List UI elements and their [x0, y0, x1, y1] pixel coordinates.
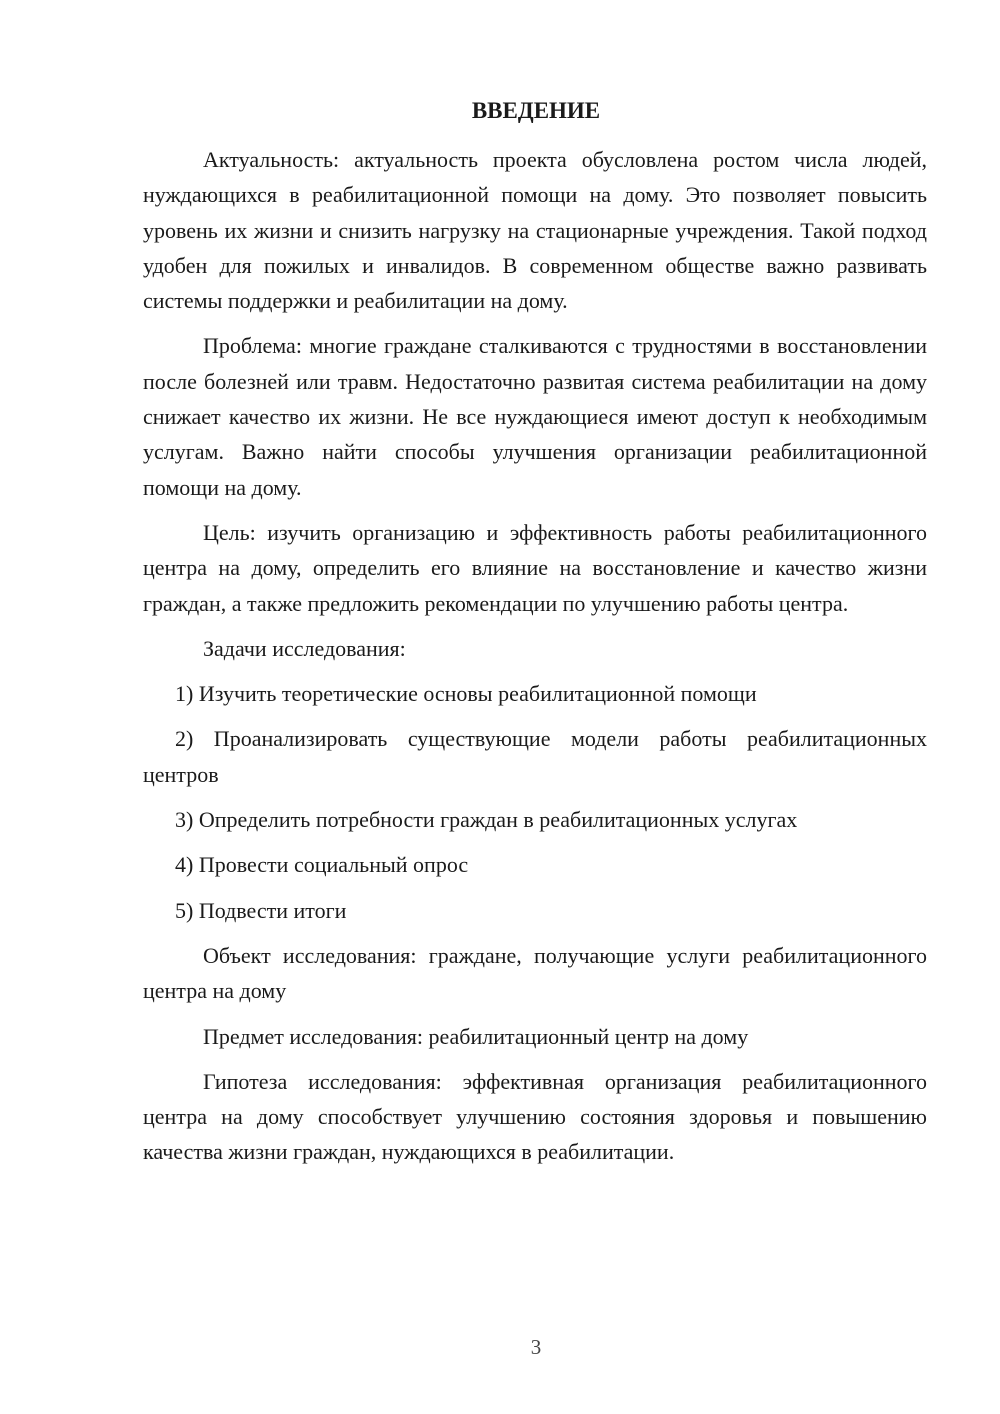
task-item-3: 3) Определить потребности граждан в реабилитационных услугах — [175, 807, 798, 833]
page-number: 3 — [530, 1335, 542, 1359]
hypothesis-paragraph: Гипотеза исследования: эффективная организация реабилитационного центра на дому способствует улучшению состояния здоровья и повышению качества жизни граждан, нуждающихся в реабилитации. — [143, 1068, 927, 1165]
subject-paragraph: Предмет исследования: реабилитационный центр на дому — [203, 1023, 749, 1049]
section-title: ВВЕДЕНИЕ — [471, 98, 601, 123]
task-item-2: 2) Проанализировать существующие модели работы реабилитационных центров — [143, 726, 927, 787]
object-paragraph: Объект исследования: граждане, получающие услуги реабилитационного центра на дому — [143, 942, 927, 1004]
problem-paragraph: Проблема: многие граждане сталкиваются с трудностями в восстановлении после болезней или травм. Недостаточно развитая система реабилитации на дому снижает качество их жизни. Не все нуждающиеся имеют доступ к необходимым услугам. Важно найти способы улучшения организации реабилитационной помощи на дому. — [143, 333, 927, 500]
tasks-heading: Задачи исследования: — [203, 635, 406, 661]
task-item-4: 4) Провести социальный опрос — [175, 852, 469, 878]
relevance-paragraph: Актуальность: актуальность проекта обусловлена ростом числа людей, нуждающихся в реабилитационной помощи на дому. Это позволяет повысить уровень их жизни и снизить нагрузку на стационарные учреждения. Такой подход удобен для пожилых и инвалидов. В современном обществе важно развивать системы поддержки и реабилитации на дому. — [143, 147, 927, 314]
goal-paragraph: Цель: изучить организацию и эффективность работы реабилитационного центра на дому, определить его влияние на восстановление и качество жизни граждан, а также предложить рекомендации по улучшению работы центра. — [143, 519, 927, 616]
task-item-1: 1) Изучить теоретические основы реабилитационной помощи — [175, 681, 757, 707]
document-body — [143, 142, 927, 1180]
task-item-5: 5) Подвести итоги — [175, 897, 347, 923]
